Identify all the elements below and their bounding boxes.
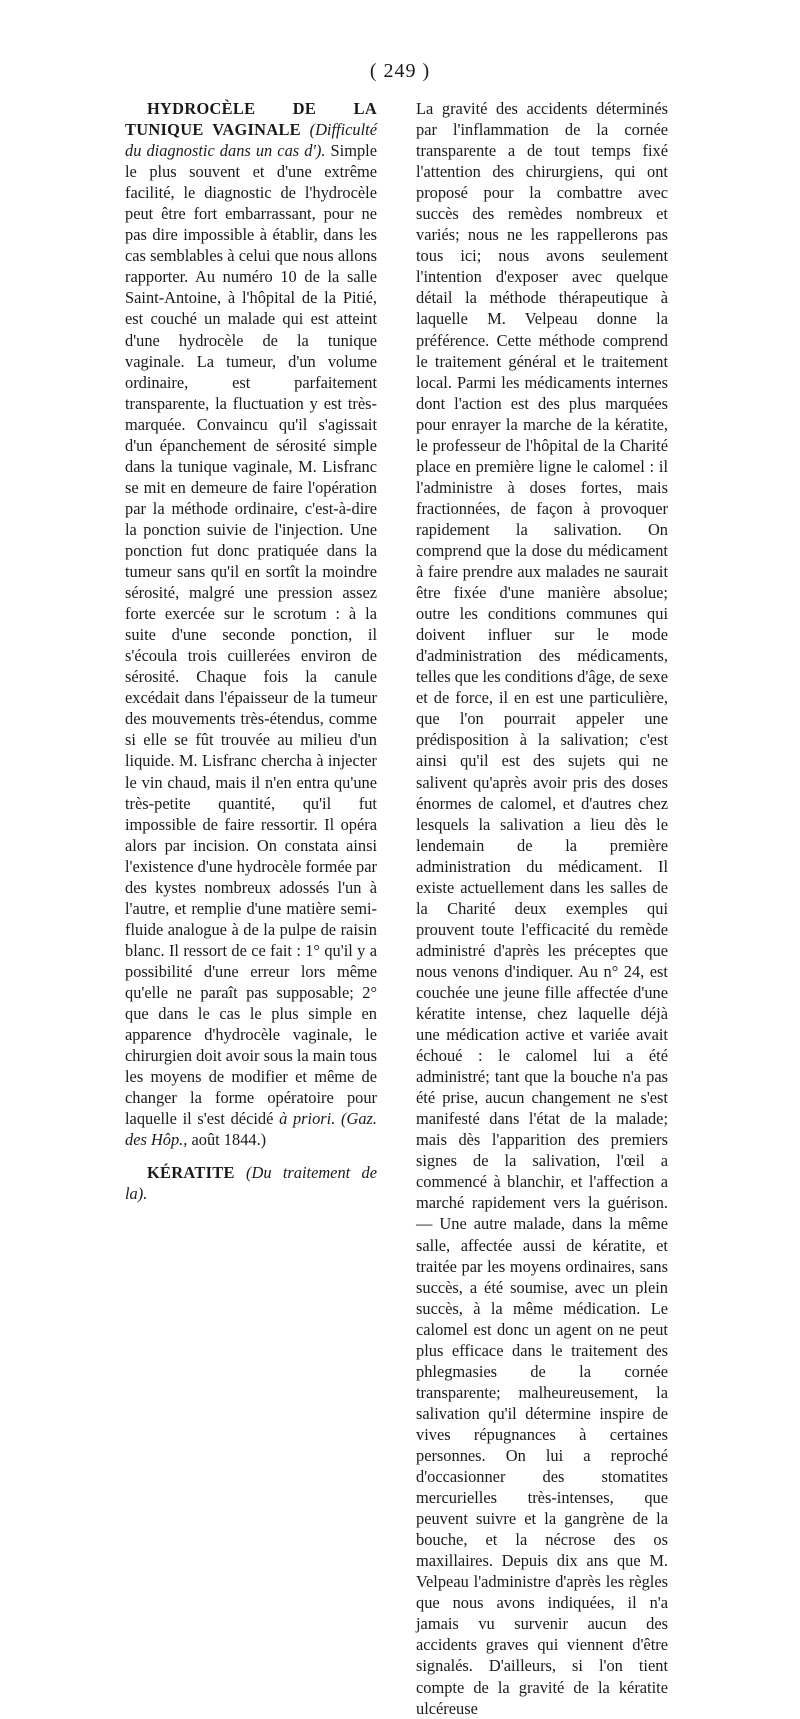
article-keratite-continued: La gravité des accidents déterminés par l'inflammation de la cornée transparente a de tout temps fixé l'attention des chirurgiens, qui ont proposé pour la combattre avec succès des remèdes nombreux et variés; nous ne les rappellerons pas tous ici; nous avons seulement l'intention d'exposer avec quelque détail la méthode thérapeutique à laquelle M. Velpeau donne la préférence. Cette méthode comprend le traitement général et le traitement local. Parmi les médicaments internes dont l'action est des plus marquées pour enrayer la marche de la kératite, le professeur de l'hôpital de la Charité place en première ligne le calomel : il l'administre à doses fortes, mais fractionnées, de façon à provoquer rapidement la salivation. On comprend que la dose du médicament à faire prendre aux malades ne saurait être fixée d'une manière absolue; outre les conditions communes qui doivent influer sur le mode d'administration des médicaments, telles que les conditions d'âge, de sexe et de force, il en est une particulière, que l'on pourrait appeler une prédisposition à la salivation; c'est ainsi qu'il est des sujets qui ne salivent qu'après avoir pris des doses énormes de calomel, et d'autres chez lesquels la salivation a lieu dès le lendemain de la première administration du médicament. Il existe actuellement dans les salles de la Charité deux exemples qui prouvent toute l'efficacité du remède administré d'après les préceptes que nous venons d'indiquer. Au n° 24, est couchée une jeune fille affectée d'une kératite intense, chez laquelle déjà une médication active et variée avait échoué : le calomel lui a été administré; tant que la bouche n'a pas été prise, aucun changement ne s'est manifesté dans l'état de la malade; mais dès l'apparition des premiers signes de la salivation, l'œil a commencé à blanchir, et l'affection a marché rapidement vers la guérison. — Une autre malade, dans la même salle, affectée aussi de kératite, et traitée par les moyens ordinaires, sans succès, a été soumise, avec un plein succès, à la même médication. Le calomel est donc un agent on ne peut plus efficace dans le traitement des phlegmasies de la cornée transparente; malheureusement, la salivation qu'il détermine inspire de vives répugnances à certaines personnes. On lui a reproché d'occasionner des stomatites mercurielles très-intenses, que peuvent suivre et la gangrène de la bouche, et la nécrose des os maxillaires. Depuis dix ans que M. Velpeau l'administre d'après les règles que nous avons indiquées, il n'a jamais vu survenir aucun des accidents graves qui viennent d'être signalés. D'ailleurs, si l'on tient compte de la gravité de la kératite ulcéreuse xyxy=(416,99,668,1718)
article-body: Simple le plus souvent et d'une extrême facilité, le diagnostic de l'hydrocèle peut être fort embarrassant, pour ne pas dire impossible à établir, dans les cas semblables à celui que nous allons rapporter. Au numéro 10 de la salle Saint-Antoine, à l'hôpital de la Pitié, est couché un malade qui est atteint d'une hydrocèle de la tunique vaginale. La tumeur, d'un volume ordinaire, est parfaitement transparente, la fluctuation y est très-marquée. Convaincu qu'il s'agissait d'un épanchement de sérosité simple dans la tunique vaginale, M. Lisfranc se mit en demeure de faire l'opération par la méthode ordinaire, c'est-à-dire la ponction suivie de l'injection. Une ponction fut donc pratiquée dans la tumeur sans qu'il en sortît la moindre sérosité, malgré une pression assez forte exercée sur le scrotum : à la suite d'une seconde ponction, il s'écoula trois cuillerées environ de sérosité. Chaque fois la canule excédait dans l'épaisseur de la tumeur des mouvements très-étendus, comme si elle se fût trouvée au milieu d'un liquide. M. Lisfranc chercha à injecter le vin chaud, mais il n'en entra qu'une très-petite quantité, qu'il fut impossible de faire ressortir. Il opéra alors par incision. On constata ainsi l'existence d'une hydrocèle formée par des kystes nombreux adossés l'un à l'autre, et remplie d'une matière semi-fluide analogue à de la pulpe de raisin blanc. Il ressort de ce fait : 1° qu'il y a possibilité d'une erreur lors même qu'elle ne paraît pas supposable; 2° que dans le cas le plus simple en apparence d'hydrocèle vaginale, le chirurgien doit avoir sous la main tous les moyens de modifier et même de changer la forme opératoire pour laquelle il s'est décidé xyxy=(125,141,377,1129)
article-heading: KÉRATITE xyxy=(147,1163,235,1183)
page-number: ( 249 ) xyxy=(369,60,431,82)
left-column xyxy=(125,98,377,1204)
article-keratite xyxy=(125,1162,377,1204)
right-column xyxy=(416,98,668,1719)
source-date: août 1844.) xyxy=(191,1130,267,1150)
article-subtitle: (Difficulté du diagnostic dans un cas d'). xyxy=(125,120,377,161)
source-citation: (Gaz. des Hôp., xyxy=(125,1109,377,1150)
article-subtitle: (Du traitement de la). xyxy=(125,1163,377,1204)
article-hydrocele xyxy=(125,98,377,1150)
emphasis-text: à priori. xyxy=(279,1109,336,1129)
article-heading: HYDROCÈLE DE LA TUNIQUE VAGINALE xyxy=(125,99,377,140)
